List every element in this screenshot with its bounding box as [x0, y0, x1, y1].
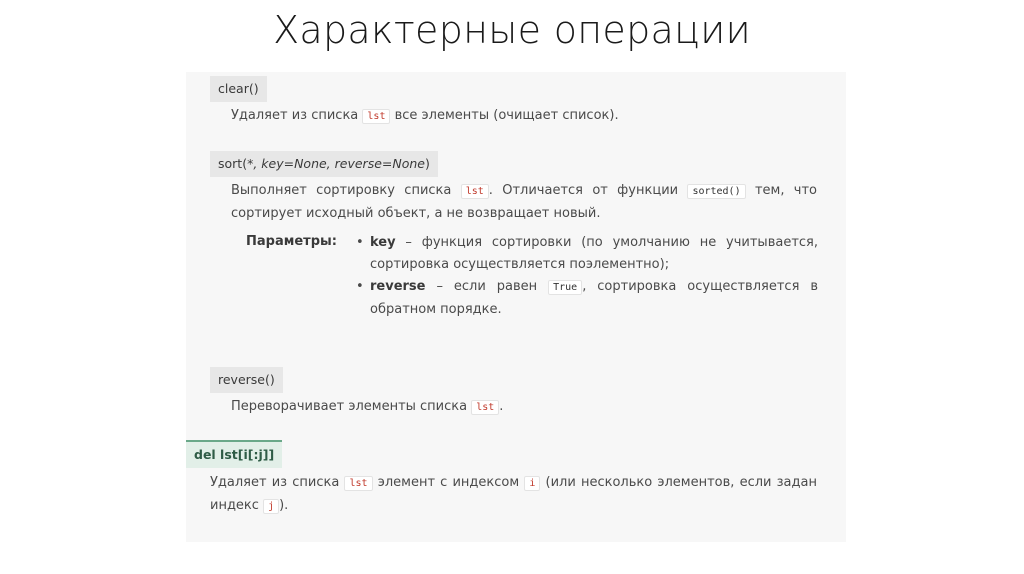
del-signature: del lst[i[:j]] [186, 440, 282, 468]
del-code-lst: lst [344, 476, 372, 491]
param-key [356, 232, 818, 276]
sort-desc-3: тем, что сортирует исходный объект, а не возвращает новый. [231, 183, 818, 221]
params-label: Параметры: [246, 234, 337, 249]
sort-desc-2: . Отличается от функции [488, 183, 688, 198]
documentation-panel [186, 72, 846, 542]
clear-description [231, 105, 831, 128]
clear-desc-text-end: все элементы (очищает список). [390, 108, 619, 123]
slide-title: Характерные операции [273, 8, 751, 52]
reverse-code-lst: lst [471, 400, 499, 415]
del-desc-1: Удаляет из списка [210, 475, 345, 490]
reverse-desc-end: . [499, 399, 504, 414]
del-desc-2: элемент с индексом [372, 475, 525, 490]
bullet-icon: • [356, 235, 364, 250]
del-desc-4: ). [279, 498, 289, 513]
clear-signature: clear() [210, 76, 267, 102]
reverse-desc-text: Переворачивает элементы списка [231, 399, 472, 414]
param-reverse [356, 276, 818, 321]
param-key-name: key [370, 235, 396, 250]
param-reverse-code-true: True [548, 280, 582, 295]
del-description [210, 472, 817, 518]
sort-sig-name: sort( [218, 156, 248, 171]
sort-sig-close: ) [424, 156, 430, 171]
sort-signature [210, 151, 438, 177]
param-reverse-text-end: , сортировка осуществляется в обратном порядке. [370, 279, 819, 317]
del-code-i: i [524, 476, 540, 491]
param-reverse-text: – если равен [425, 279, 549, 294]
del-code-j: j [263, 499, 279, 514]
clear-code-lst: lst [362, 109, 390, 124]
sort-code-lst: lst [461, 184, 489, 199]
sort-sig-params: *, key=None, reverse=None [247, 156, 425, 171]
reverse-description [231, 396, 831, 419]
sort-code-sorted: sorted() [687, 184, 745, 199]
param-reverse-name: reverse [370, 279, 426, 294]
reverse-signature: reverse() [210, 367, 283, 393]
sort-desc-1: Выполняет сортировку списка [231, 183, 461, 198]
sort-description [231, 180, 817, 225]
del-desc-3: (или несколько элементов, если задан индекс [210, 475, 817, 513]
clear-desc-text: Удаляет из списка [231, 108, 363, 123]
params-list [356, 232, 818, 321]
param-key-text: – функция сортировки (по умолчанию не учитывается, сортировка осуществляется поэлементно); [370, 235, 818, 272]
bullet-icon: • [356, 279, 364, 294]
